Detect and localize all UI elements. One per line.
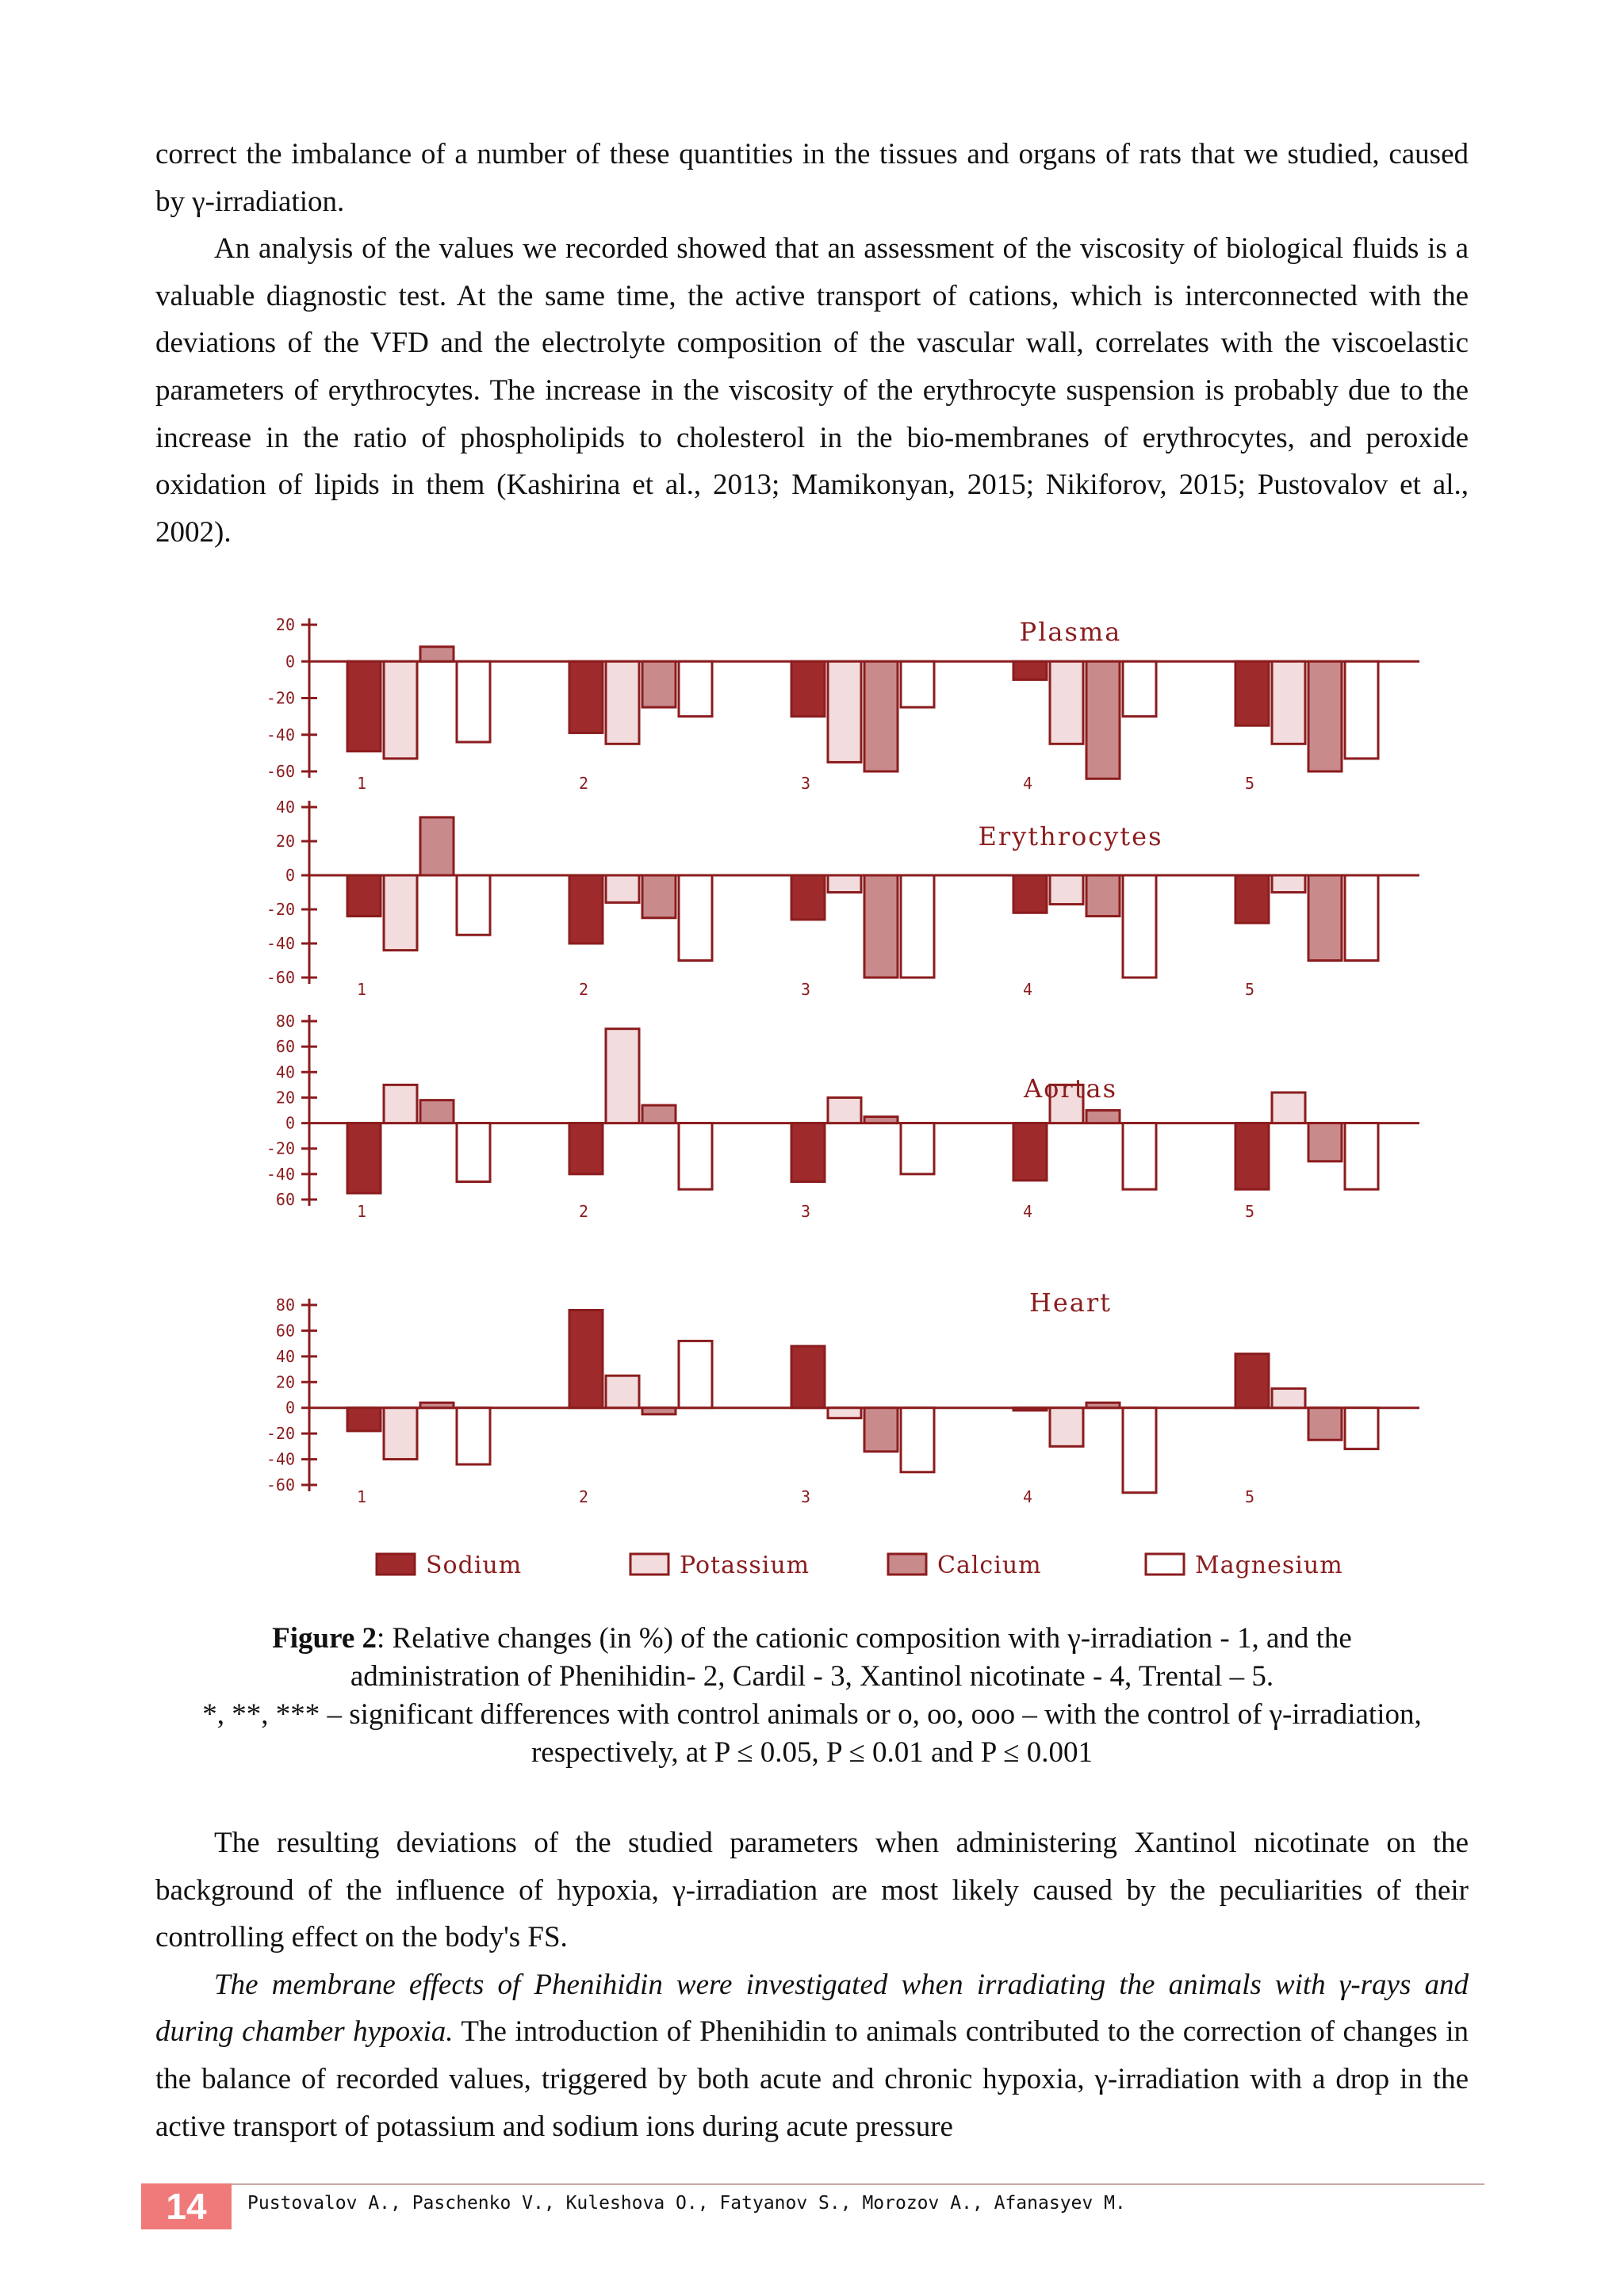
bar-calcium-2 [642, 1408, 676, 1414]
y-tick-label: 0 [285, 1398, 295, 1418]
bar-potassium-4 [1050, 661, 1083, 744]
figure-2 [214, 601, 1435, 1600]
category-label: 4 [1022, 774, 1033, 793]
figure-2-chart [214, 601, 1435, 1600]
bar-calcium-1 [420, 817, 454, 875]
bar-magnesium-4 [1123, 661, 1156, 716]
bar-magnesium-1 [457, 1408, 490, 1464]
bar-sodium-4 [1013, 1123, 1047, 1181]
y-tick-label: -20 [266, 900, 295, 919]
y-tick-label: 20 [275, 1088, 295, 1108]
paragraph-bottom-2 [155, 1961, 1469, 2150]
legend-swatch-magnesium [1146, 1554, 1184, 1575]
bar-potassium-3 [828, 1408, 861, 1418]
bar-potassium-5 [1272, 1093, 1305, 1123]
bar-sodium-5 [1235, 1123, 1269, 1190]
bar-sodium-4 [1013, 875, 1047, 913]
panel-aortas [266, 1012, 1419, 1221]
y-tick-label: -40 [266, 934, 295, 953]
y-tick-label: 20 [275, 1372, 295, 1392]
bar-magnesium-3 [901, 1123, 934, 1174]
bar-potassium-2 [606, 1376, 639, 1408]
bar-calcium-5 [1308, 1408, 1342, 1441]
paragraph-bottom [155, 1820, 1469, 2150]
panel-title: Heart [1028, 1288, 1113, 1318]
paragraph-bottom-2-italic: The membrane effects of Phenihidin were investigated when irradiating the animals with γ-rays and during chamber hypoxia. [155, 1968, 1469, 2049]
bar-sodium-4 [1013, 1408, 1047, 1410]
bar-calcium-2 [642, 1105, 676, 1123]
category-label: 4 [1022, 980, 1033, 999]
bar-magnesium-5 [1345, 875, 1378, 961]
y-tick-label: -20 [266, 688, 295, 708]
caption-line-1 [155, 1620, 1469, 1658]
legend-swatch-calcium [888, 1554, 926, 1575]
bar-magnesium-5 [1345, 1123, 1378, 1190]
bar-calcium-3 [864, 875, 898, 978]
bar-magnesium-4 [1123, 875, 1156, 978]
caption-line-4: respectively, at P ≤ 0.05, P ≤ 0.01 and P ≤ 0.001 [530, 1736, 1093, 1769]
y-tick-label: 20 [275, 615, 295, 634]
bar-potassium-2 [606, 661, 639, 744]
legend-label-potassium: Potassium [680, 1552, 810, 1579]
y-tick-label: 20 [275, 832, 295, 851]
bar-sodium-5 [1235, 1354, 1269, 1408]
category-label: 4 [1022, 1487, 1033, 1506]
legend-label-sodium: Sodium [426, 1552, 523, 1579]
y-tick-label: 60 [275, 1037, 295, 1057]
legend-label-calcium: Calcium [937, 1552, 1042, 1579]
bar-sodium-2 [569, 1123, 603, 1174]
bar-calcium-1 [420, 1402, 454, 1407]
bar-magnesium-2 [679, 661, 712, 716]
caption-label: Figure 2 [272, 1622, 377, 1655]
y-tick-label: -20 [266, 1138, 295, 1158]
panel-erythrocytes [266, 798, 1419, 999]
category-label: 5 [1244, 980, 1255, 999]
bar-potassium-3 [828, 1097, 861, 1123]
y-tick-label: 0 [285, 652, 295, 672]
figure-caption [155, 1620, 1469, 1772]
y-tick-label: 80 [275, 1295, 295, 1314]
bar-magnesium-2 [679, 1123, 712, 1190]
bar-calcium-1 [420, 647, 454, 662]
bar-calcium-3 [864, 661, 898, 771]
bar-potassium-5 [1272, 1388, 1305, 1407]
bar-magnesium-4 [1123, 1123, 1156, 1190]
bar-magnesium-1 [457, 661, 490, 742]
bar-potassium-3 [828, 661, 861, 762]
category-label: 3 [800, 980, 811, 999]
bar-magnesium-3 [901, 875, 934, 978]
paragraph-top-1: correct the imbalance of a number of these quantities in the tissues and organs of rats that we studied, caused by γ-irradiation. [155, 138, 1469, 218]
panel-title: Aortas [1023, 1073, 1118, 1104]
y-tick-label: 0 [285, 866, 295, 885]
y-tick-label: 40 [275, 1346, 295, 1366]
y-tick-label: -20 [266, 1424, 295, 1444]
bar-sodium-3 [791, 1346, 825, 1408]
category-label: 2 [578, 980, 589, 999]
y-tick-label: 60 [275, 1190, 295, 1209]
bar-magnesium-5 [1345, 1408, 1378, 1449]
bar-calcium-1 [420, 1100, 454, 1123]
y-tick-label: -60 [266, 968, 295, 987]
category-label: 1 [356, 1202, 367, 1221]
y-tick-label: 60 [275, 1321, 295, 1341]
bar-sodium-1 [347, 1123, 381, 1193]
category-label: 5 [1244, 1202, 1255, 1221]
caption-line-2: administration of Phenihidin- 2, Cardil - 3, Xantinol nicotinate - 4, Trental – 5. [350, 1660, 1274, 1693]
panel-title: Plasma [1019, 617, 1122, 647]
running-footer-authors: Pustovalov A., Paschenko V., Kuleshova O., Fatyanov S., Morozov A., Afanasyev M. [247, 2193, 1126, 2214]
bar-magnesium-3 [901, 1408, 934, 1472]
paragraph-top [155, 131, 1469, 556]
bar-magnesium-2 [679, 875, 712, 961]
bar-calcium-5 [1308, 875, 1342, 961]
bar-calcium-3 [864, 1408, 898, 1452]
bar-calcium-4 [1086, 1111, 1120, 1123]
bar-potassium-1 [384, 875, 417, 951]
bar-sodium-1 [347, 661, 381, 751]
bar-calcium-4 [1086, 875, 1120, 916]
category-label: 1 [356, 1487, 367, 1506]
bar-magnesium-4 [1123, 1408, 1156, 1493]
category-label: 3 [800, 1487, 811, 1506]
y-tick-label: -40 [266, 1449, 295, 1469]
bar-magnesium-5 [1345, 661, 1378, 759]
paragraph-top-2: An analysis of the values we recorded showed that an assessment of the viscosity of biological fluids is a valuable diagnostic test. At the same time, the active transport of cations, which is interconnected with the deviations of the VFD and the electrolyte composition of the vascular wall, correlates with the viscoelastic parameters of erythrocytes. The increase in the viscosity of the erythrocyte suspension is probably due to the increase in the ratio of phospholipids to cholesterol in the bio-membranes of erythrocytes, and peroxide oxidation of lipids in them (Kashirina et al., 2013; Mamikonyan, 2015; Nikiforov, 2015; Pustovalov et al., 2002). [155, 232, 1469, 549]
category-label: 3 [800, 774, 811, 793]
bar-calcium-2 [642, 875, 676, 918]
caption-line-3: *, **, *** – significant differences with control animals or o, oo, ooo – with the control of γ-irradiation, [202, 1698, 1422, 1731]
bar-calcium-5 [1308, 1123, 1342, 1161]
bar-potassium-2 [606, 875, 639, 902]
bar-magnesium-1 [457, 1123, 490, 1182]
category-label: 2 [578, 1202, 589, 1221]
caption-text-1: : Relative changes (in %) of the cationic composition with γ-irradiation - 1, and the [377, 1622, 1352, 1655]
y-tick-label: 80 [275, 1012, 295, 1031]
bar-sodium-4 [1013, 661, 1047, 679]
y-tick-label: -40 [266, 725, 295, 744]
bar-sodium-1 [347, 875, 381, 916]
bar-potassium-3 [828, 875, 861, 893]
bar-sodium-3 [791, 661, 825, 716]
bar-sodium-3 [791, 875, 825, 920]
bar-potassium-4 [1050, 1408, 1083, 1447]
bar-potassium-5 [1272, 875, 1305, 893]
bar-calcium-3 [864, 1117, 898, 1123]
bar-calcium-2 [642, 661, 676, 707]
bar-sodium-2 [569, 661, 603, 733]
panel-heart [266, 1288, 1419, 1506]
bar-potassium-1 [384, 661, 417, 759]
bar-sodium-1 [347, 1408, 381, 1431]
bar-magnesium-3 [901, 661, 934, 707]
bar-potassium-4 [1050, 875, 1083, 905]
paragraph-bottom-2-rest: The introduction of Phenihidin to animals contributed to the correction of changes in the balance of recorded values, triggered by both acute and chronic hypoxia, γ-irradiation with a drop in the active transport of potassium and sodium ions during acute pressure [155, 2015, 1469, 2143]
y-tick-label: 40 [275, 1062, 295, 1082]
bar-potassium-1 [384, 1085, 417, 1123]
category-label: 2 [578, 774, 589, 793]
footer-rule [141, 2183, 1484, 2185]
category-label: 4 [1022, 1202, 1033, 1221]
legend-swatch-potassium [630, 1554, 668, 1575]
legend [377, 1552, 1343, 1579]
bar-calcium-4 [1086, 1402, 1120, 1407]
bar-potassium-2 [606, 1029, 639, 1123]
bar-sodium-2 [569, 875, 603, 943]
category-label: 5 [1244, 1487, 1255, 1506]
paragraph-bottom-1: The resulting deviations of the studied parameters when administering Xantinol nicotinate on the background of the influence of hypoxia, γ-irradiation are most likely caused by the peculiarities of their controlling effect on the body's FS. [155, 1827, 1469, 1954]
bar-sodium-5 [1235, 875, 1269, 923]
y-tick-label: -60 [266, 762, 295, 781]
bar-potassium-5 [1272, 661, 1305, 744]
bar-sodium-2 [569, 1310, 603, 1407]
bar-sodium-3 [791, 1123, 825, 1182]
bar-potassium-1 [384, 1408, 417, 1460]
category-label: 1 [356, 774, 367, 793]
category-label: 5 [1244, 774, 1255, 793]
legend-swatch-sodium [377, 1554, 415, 1575]
legend-label-magnesium: Magnesium [1195, 1552, 1343, 1579]
y-tick-label: -60 [266, 1475, 295, 1494]
panel-plasma [266, 615, 1419, 793]
bar-magnesium-1 [457, 875, 490, 935]
page-number: 14 [141, 2183, 232, 2229]
bar-calcium-5 [1308, 661, 1342, 771]
y-tick-label: 0 [285, 1113, 295, 1133]
y-tick-label: 40 [275, 798, 295, 817]
panel-title: Erythrocytes [978, 821, 1163, 851]
y-tick-label: -40 [266, 1164, 295, 1184]
category-label: 2 [578, 1487, 589, 1506]
bar-calcium-4 [1086, 661, 1120, 779]
category-label: 1 [356, 980, 367, 999]
bar-magnesium-2 [679, 1341, 712, 1407]
category-label: 3 [800, 1202, 811, 1221]
bar-sodium-5 [1235, 661, 1269, 725]
